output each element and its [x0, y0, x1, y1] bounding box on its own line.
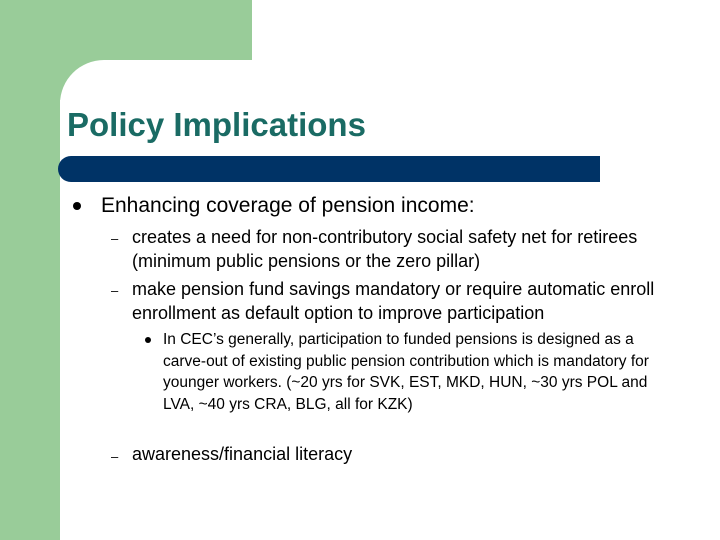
decorative-green-strip-left	[0, 0, 60, 540]
dash-icon: –	[111, 231, 119, 246]
dash-icon: –	[111, 283, 119, 298]
slide-title: Policy Implications	[67, 106, 366, 143]
sub-bullet-3: awareness/financial literacy	[132, 444, 353, 464]
bullet-main: Enhancing coverage of pension income:	[101, 194, 475, 217]
title-underline-bar	[58, 156, 600, 182]
dash-icon: –	[111, 449, 119, 464]
sub-bullet-1: creates a need for non-contributory social safety net for retirees (minimum public pensions or the zero pillar)	[132, 227, 638, 271]
sub-sub-bullet-detail: In CEC’s generally, participation to funded pensions is designed as a carve-out of existing public pension contribution which is mandatory for younger workers. (~20 yrs for SVK, EST, MKD, HUN, ~30 yrs POL and LVA, ~40 yrs CRA, BLG, all for KZK)	[163, 331, 649, 413]
bullet-dot-icon	[73, 202, 81, 210]
sub-bullet-2: make pension fund savings mandatory or require automatic enroll enrollment as default option to improve participation	[132, 279, 655, 323]
bullet-dot-icon	[145, 337, 151, 343]
